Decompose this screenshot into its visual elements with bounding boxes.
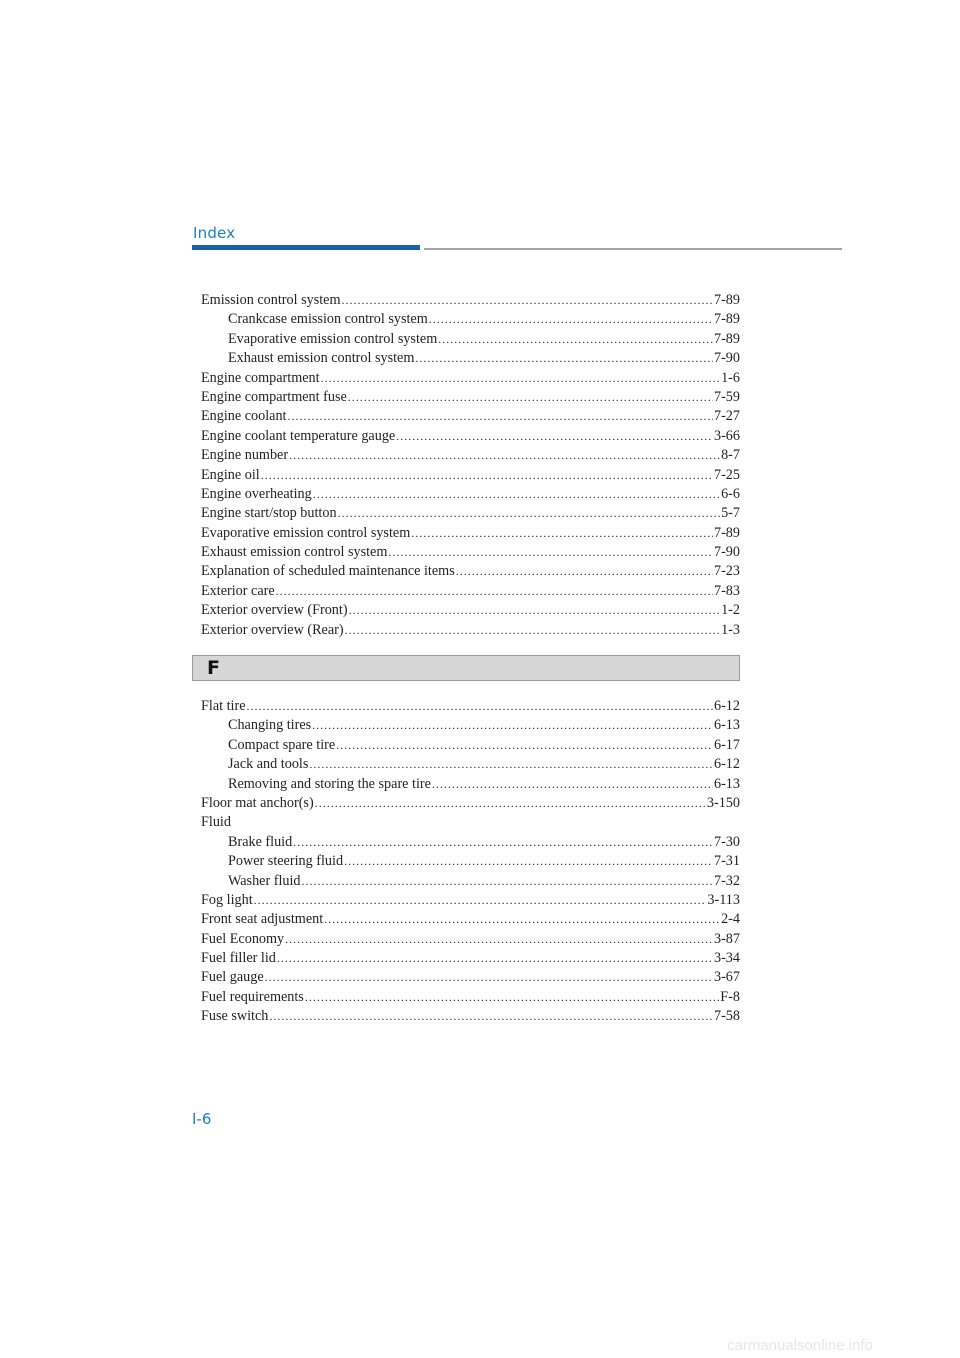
entry-term: Engine overheating — [201, 485, 312, 502]
entry-page-ref: 7-89 — [713, 330, 740, 347]
section-letter: F — [207, 657, 220, 679]
index-list-f — [201, 697, 740, 1027]
dot-leader — [396, 427, 713, 446]
index-subentry — [201, 872, 740, 891]
watermark: carmanualsonline.info — [727, 1337, 873, 1354]
entry-term: Floor mat anchor(s) — [201, 794, 314, 811]
dot-leader — [342, 291, 713, 310]
index-entry — [201, 601, 740, 620]
entry-page-ref: 3-87 — [713, 930, 740, 947]
index-entry — [201, 930, 740, 949]
entry-term: Fuel gauge — [201, 969, 264, 986]
entry-term: Engine start/stop button — [201, 505, 337, 522]
dot-leader — [415, 349, 713, 368]
index-entry — [201, 968, 740, 987]
dot-leader — [344, 852, 713, 871]
entry-page-ref: 6-6 — [721, 485, 740, 502]
entry-term: Evaporative emission control system — [228, 330, 438, 347]
entry-page-ref: 1-6 — [721, 369, 740, 386]
index-entry — [201, 291, 740, 310]
dot-leader — [315, 794, 706, 813]
index-entry — [201, 466, 740, 485]
entry-page-ref: 7-23 — [713, 563, 740, 580]
entry-page-ref: 8-7 — [721, 447, 740, 464]
entry-term: Explanation of scheduled maintenance items — [201, 563, 455, 580]
entry-term: Exterior care — [201, 582, 275, 599]
dot-leader — [432, 775, 713, 794]
dot-leader — [336, 736, 713, 755]
entry-term: Exterior overview (Rear) — [201, 621, 344, 638]
index-subentry — [201, 330, 740, 349]
entry-page-ref: 7-89 — [713, 311, 740, 328]
entry-term: Fog light — [201, 891, 253, 908]
dot-leader — [269, 1007, 713, 1026]
entry-page-ref: 7-83 — [713, 582, 740, 599]
entry-page-ref: 3-67 — [713, 969, 740, 986]
entry-term: Front seat adjustment — [201, 911, 324, 928]
dot-leader — [265, 968, 713, 987]
entry-term: Engine oil — [201, 466, 260, 483]
entry-term: Flat tire — [201, 698, 246, 714]
dot-leader — [388, 543, 713, 562]
dot-leader — [261, 466, 713, 485]
dot-leader — [293, 833, 713, 852]
index-entry — [201, 813, 740, 832]
entry-page-ref: 7-59 — [713, 388, 740, 405]
entry-term: Crankcase emission control system — [228, 311, 428, 328]
header-rule — [424, 248, 842, 250]
entry-term: Washer fluid — [228, 872, 301, 889]
index-entry — [201, 388, 740, 407]
dot-leader — [411, 524, 713, 543]
header-rule-accent — [192, 245, 420, 250]
index-entry — [201, 910, 740, 929]
index-subentry — [201, 775, 740, 794]
dot-leader — [276, 582, 713, 601]
entry-term: Power steering fluid — [228, 853, 344, 870]
dot-leader — [309, 755, 713, 774]
index-entry — [201, 446, 740, 465]
index-entry — [201, 891, 740, 910]
entry-page-ref: 6-12 — [713, 756, 740, 773]
dot-leader — [302, 872, 713, 891]
section-header-f — [192, 655, 740, 681]
index-subentry — [201, 736, 740, 755]
page-header-title: Index — [193, 224, 236, 242]
index-subentry — [201, 349, 740, 368]
index-entry — [201, 407, 740, 426]
entry-term: Engine coolant temperature gauge — [201, 427, 396, 444]
entry-page-ref: 3-113 — [707, 891, 740, 908]
page-number: I-6 — [192, 1110, 212, 1128]
entry-term: Fuel Economy — [201, 930, 285, 947]
dot-leader — [288, 407, 713, 426]
index-entry — [201, 794, 740, 813]
dot-leader — [321, 369, 720, 388]
entry-page-ref: 6-17 — [713, 736, 740, 753]
index-list-e — [201, 291, 740, 640]
index-subentry — [201, 310, 740, 329]
entry-term: Fluid — [201, 814, 231, 831]
index-entry — [201, 504, 740, 523]
dot-leader — [313, 485, 720, 504]
dot-leader — [338, 504, 721, 523]
entry-page-ref: F-8 — [720, 988, 740, 1005]
dot-leader — [277, 949, 713, 968]
dot-leader — [438, 330, 713, 349]
dot-leader — [254, 891, 707, 910]
entry-page-ref: 6-12 — [713, 698, 740, 714]
index-entry — [201, 485, 740, 504]
dot-leader — [345, 621, 720, 640]
index-subentry — [201, 755, 740, 774]
index-entry — [201, 988, 740, 1007]
index-entry — [201, 1007, 740, 1026]
entry-term: Engine number — [201, 447, 289, 464]
entry-term: Fuel requirements — [201, 988, 304, 1005]
entry-term: Fuse switch — [201, 1008, 269, 1025]
entry-term: Exhaust emission control system — [228, 350, 415, 367]
entry-term: Engine coolant — [201, 408, 287, 425]
entry-page-ref: 3-150 — [706, 794, 740, 811]
index-entry — [201, 621, 740, 640]
entry-page-ref: 7-32 — [713, 872, 740, 889]
index-entry — [201, 949, 740, 968]
index-subentry — [201, 852, 740, 871]
entry-page-ref: 7-90 — [713, 350, 740, 367]
dot-leader — [305, 988, 719, 1007]
dot-leader — [324, 910, 720, 929]
index-entry — [201, 427, 740, 446]
dot-leader — [429, 310, 713, 329]
entry-term: Fuel filler lid — [201, 950, 276, 967]
index-entry — [201, 697, 740, 716]
entry-page-ref: 3-34 — [713, 950, 740, 967]
dot-leader — [289, 446, 720, 465]
entry-term: Brake fluid — [228, 833, 293, 850]
entry-page-ref: 7-30 — [713, 833, 740, 850]
entry-term: Evaporative emission control system — [201, 524, 411, 541]
entry-page-ref: 2-4 — [721, 911, 740, 928]
dot-leader — [285, 930, 713, 949]
entry-page-ref: 1-3 — [721, 621, 740, 638]
entry-page-ref: 5-7 — [721, 505, 740, 522]
entry-term: Engine compartment — [201, 369, 320, 386]
entry-page-ref: 7-25 — [713, 466, 740, 483]
entry-page-ref: 6-13 — [713, 717, 740, 734]
index-entry — [201, 524, 740, 543]
index-subentry — [201, 716, 740, 735]
entry-term: Emission control system — [201, 292, 341, 308]
entry-term: Exterior overview (Front) — [201, 602, 348, 619]
index-entry — [201, 582, 740, 601]
entry-page-ref: 7-31 — [713, 853, 740, 870]
entry-page-ref: 7-89 — [713, 524, 740, 541]
entry-page-ref: 7-58 — [713, 1008, 740, 1025]
entry-page-ref: 6-13 — [713, 775, 740, 792]
entry-term: Engine compartment fuse — [201, 388, 347, 405]
index-entry — [201, 369, 740, 388]
index-subentry — [201, 833, 740, 852]
dot-leader — [349, 601, 721, 620]
index-entry — [201, 543, 740, 562]
entry-page-ref: 7-27 — [713, 408, 740, 425]
entry-term: Removing and storing the spare tire — [228, 775, 431, 792]
dot-leader — [312, 716, 713, 735]
entry-page-ref: 7-90 — [713, 544, 740, 561]
dot-leader — [247, 697, 713, 716]
entry-page-ref: 1-2 — [721, 602, 740, 619]
entry-page-ref: 3-66 — [713, 427, 740, 444]
entry-page-ref: 7-89 — [713, 292, 740, 308]
entry-term: Compact spare tire — [228, 736, 336, 753]
entry-term: Jack and tools — [228, 756, 309, 773]
dot-leader — [348, 388, 713, 407]
index-entry — [201, 562, 740, 581]
entry-term: Exhaust emission control system — [201, 544, 388, 561]
dot-leader — [456, 562, 713, 581]
entry-term: Changing tires — [228, 717, 312, 734]
